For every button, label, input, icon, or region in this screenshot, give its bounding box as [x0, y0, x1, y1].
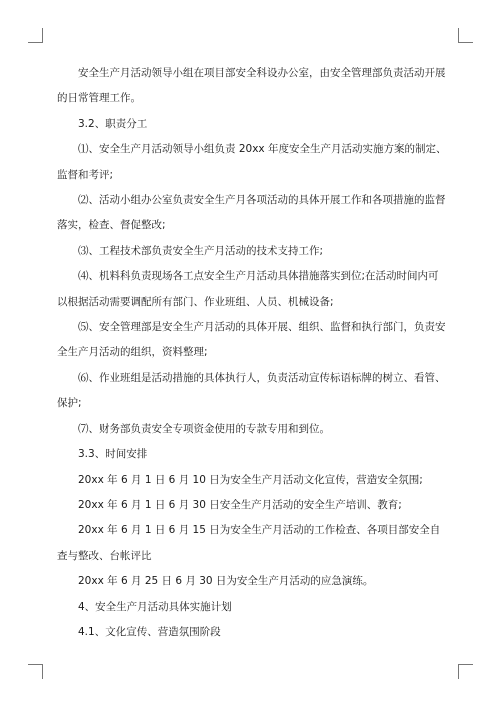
duty-item-2: ⑵、活动小组办公室负责安全生产月各项活动的具体开展工作和各项措施的监督落实，检查、督促整改; — [57, 194, 446, 232]
schedule-item-2: 20xx 年 6 月 1 日 6 月 30 日安全生产月活动的安全生产培训、教育; — [78, 498, 402, 511]
crop-mark-top-right — [458, 28, 473, 43]
duty-item-4: ⑷、机料科负责现场各工点安全生产月活动具体措施落实到位;在活动时间内可以根据活动需要调配所有部门、作业班组、人员、机械设备; — [57, 270, 439, 308]
duty-item-6: ⑹、作业班组是活动措施的具体执行人，负责活动宣传标语标牌的树立、看管、保护; — [57, 371, 446, 410]
section-heading-3-3: 3.3、时间安排 — [78, 448, 148, 461]
duty-item-1: ⑴、安全生产月活动领导小组负责 20xx 年度安全生产月活动实施方案的制定、监督和考评; — [57, 143, 447, 181]
schedule-item-3: 20xx 年 6 月 1 日 6 月 15 日为安全生产月活动的工作检查、各项目部安全自查与整改、台帐评比 — [57, 524, 441, 562]
document-body — [57, 61, 447, 645]
paragraph-leadership-office: 安全生产月活动领导小组在项目部安全科设办公室，由安全管理部负责活动开展的日常管理工作。 — [57, 67, 446, 105]
crop-mark-bottom-left — [28, 664, 43, 679]
duty-item-5: ⑸、安全管理部是安全生产月活动的具体开展、组织、监督和执行部门，负责安全生产月活动的组织，资料整理; — [57, 321, 446, 359]
schedule-item-4: 20xx 年 6 月 25 日 6 月 30 日为安全生产月活动的应急演练。 — [78, 575, 374, 588]
section-heading-3-2: 3.2、职责分工 — [78, 117, 148, 130]
duty-item-7: ⑺、财务部负责安全专项资金使用的专款专用和到位。 — [78, 422, 330, 435]
duty-item-3: ⑶、工程技术部负责安全生产月活动的技术支持工作; — [78, 244, 324, 257]
crop-mark-top-left — [28, 28, 43, 43]
section-heading-4-1: 4.1、文化宣传、营造氛围阶段 — [78, 625, 221, 638]
section-heading-4: 4、安全生产月活动具体实施计划 — [78, 600, 232, 613]
schedule-item-1: 20xx 年 6 月 1 日 6 月 10 日为安全生产月活动文化宣传，营造安全氛围; — [78, 473, 423, 486]
crop-mark-bottom-right — [458, 664, 473, 679]
